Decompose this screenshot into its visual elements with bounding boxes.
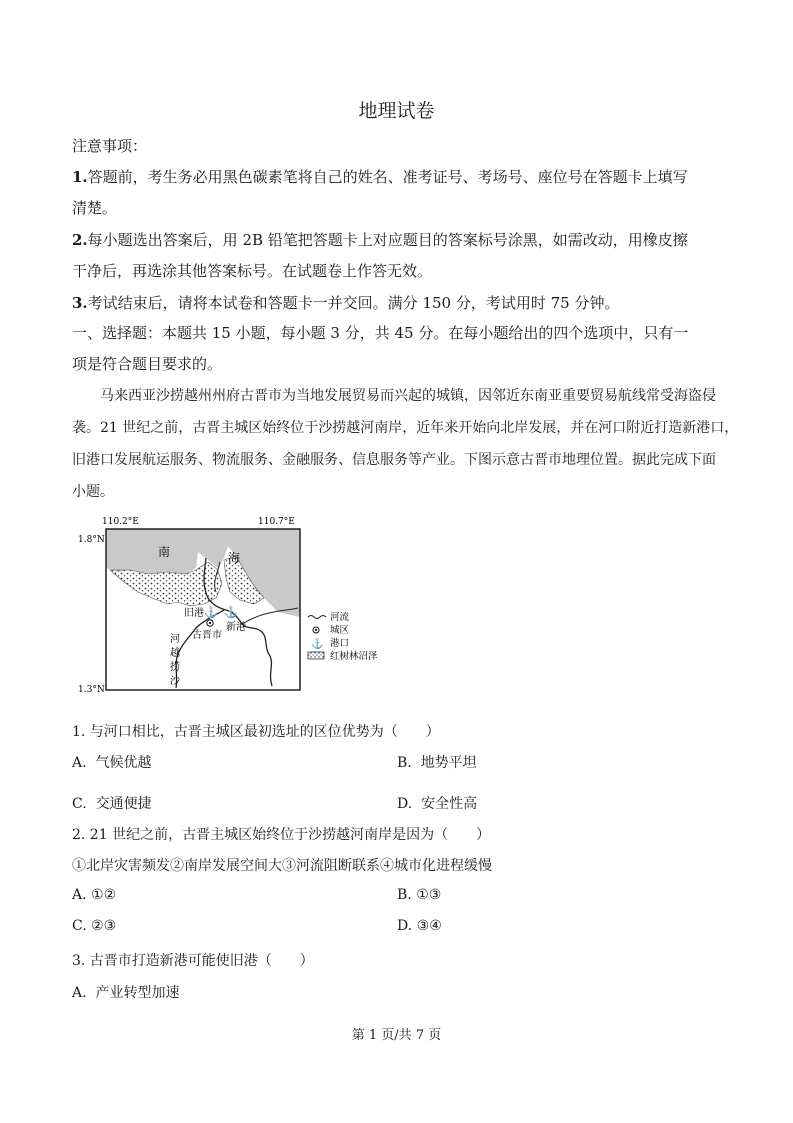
passage-line-1: 马来西亚沙捞越州州府古晋市为当地发展贸易而兴起的城镇，因邻近东南亚重要贸易航线常受海盗侵	[100, 388, 716, 404]
city-label: 古晋市	[192, 630, 222, 641]
option-letter: D.	[397, 796, 413, 812]
notice-text: 每小题选出答案后，用 2B 铅笔把答题卡上对应题目的答案标号涂黑，如需改动，用橡皮擦	[87, 231, 688, 249]
lat-top-label: 1.8°N	[78, 535, 105, 545]
legend-urban-dot	[315, 629, 317, 631]
section-heading-line-1: 一、选择题：本题共 15 小题，每小题 3 分，共 45 分。在每小题给出的四个选项中，只有一	[72, 324, 689, 342]
option-text: ①②	[91, 887, 117, 903]
option-letter: A.	[72, 755, 87, 771]
river-name-char-1: 河	[170, 634, 180, 645]
question-1-option-d[interactable]	[397, 793, 477, 813]
option-letter: B.	[397, 755, 412, 771]
lon-left-label: 110.2°E	[102, 517, 139, 527]
section-heading-line-2: 项是符合题目要求的。	[72, 355, 223, 373]
notice-number: 2.	[72, 231, 88, 249]
question-2-option-c[interactable]	[72, 918, 116, 934]
river-name-char-3: 捞	[170, 662, 180, 673]
notice-number: 3.	[72, 294, 88, 312]
question-2-stem: 2. 21 世纪之前，古晋主城区始终位于沙捞越河南岸是因为（ ）	[72, 827, 491, 843]
question-2-option-b[interactable]	[397, 887, 441, 903]
lat-bottom-label: 1.3°N	[78, 685, 105, 695]
option-text: 气候优越	[95, 755, 152, 771]
map-svg	[78, 512, 398, 702]
option-text: ③④	[416, 918, 442, 934]
legend-mangrove-icon	[308, 652, 324, 659]
question-2-option-d[interactable]	[397, 918, 442, 934]
page-footer: 第 1 页/共 7 页	[351, 1028, 442, 1043]
question-1-option-c[interactable]	[72, 793, 152, 813]
river-name-char-2: 越	[170, 648, 180, 659]
kuching-location-map	[78, 512, 398, 702]
legend-port-icon: ⚓	[311, 639, 324, 650]
legend-river-label: 河流	[330, 612, 350, 623]
lon-right-label: 110.7°E	[258, 517, 295, 527]
city-marker-dot	[209, 622, 211, 624]
notice-item-2-cont: 干净后，再选涂其他答案标号。在试题卷上作答无效。	[72, 262, 433, 280]
option-letter: B.	[397, 887, 412, 903]
new-port-anchor-icon: ⚓	[224, 606, 238, 619]
option-text: 产业转型加速	[95, 985, 180, 1001]
option-text: 交通便捷	[95, 796, 152, 812]
passage-line-3: 旧港口发展航运服务、物流服务、金融服务、信息服务等产业。下图示意古晋市地理位置。据此完成下面	[72, 452, 716, 468]
river-name-char-4: 沙	[170, 676, 180, 687]
option-letter: C.	[72, 918, 87, 934]
notice-text: 答题前，考生务必用黑色碳素笔将自己的姓名、准考证号、考场号、座位号在答题卡上填写	[87, 168, 688, 186]
notice-item-2	[72, 229, 688, 250]
question-1-option-a[interactable]	[72, 752, 151, 772]
option-text: ②③	[91, 918, 117, 934]
legend-river-icon	[308, 616, 326, 619]
question-2-option-a[interactable]	[72, 887, 116, 903]
question-2-statements: ①北岸灾害频发②南岸发展空间大③河流阻断联系④城市化进程缓慢	[72, 858, 492, 874]
notice-number: 1.	[72, 168, 88, 186]
option-letter: D.	[397, 918, 413, 934]
sea-label-sea: 海	[228, 551, 241, 565]
passage-line-4: 小题。	[72, 484, 114, 500]
option-letter: C.	[72, 796, 87, 812]
notice-item-1-cont: 清楚。	[72, 199, 118, 217]
option-letter: A.	[72, 985, 87, 1001]
option-letter: A.	[72, 887, 87, 903]
page-title: 地理试卷	[358, 100, 435, 122]
question-1-option-b[interactable]	[397, 752, 477, 772]
option-text: ①③	[416, 887, 442, 903]
legend-mangrove-label: 红树林沼泽	[330, 651, 378, 662]
notice-header: 注意事项：	[72, 137, 148, 155]
legend-urban-label: 城区	[330, 625, 350, 636]
river-west-branch	[176, 610, 224, 688]
new-port-label: 新港	[226, 622, 246, 633]
legend-port-label: 港口	[330, 638, 350, 649]
option-text: 安全性高	[421, 796, 478, 812]
notice-item-3	[72, 292, 619, 313]
question-1-stem: 1. 与河口相比，古晋主城区最初选址的区位优势为（ ）	[72, 724, 440, 740]
old-port-anchor-icon: ⚓	[204, 606, 218, 619]
option-text: 地势平坦	[420, 755, 477, 771]
question-3-stem: 3. 古晋市打造新港可能使旧港（ ）	[72, 953, 314, 969]
notice-text: 考试结束后，请将本试卷和答题卡一并交回。满分 150 分，考试用时 75 分钟。	[87, 294, 620, 312]
sea-label-south: 南	[158, 545, 171, 559]
notice-item-1	[72, 166, 688, 187]
question-3-option-a[interactable]	[72, 982, 179, 1002]
passage-line-2: 袭。21 世纪之前，古晋主城区始终位于沙捞越河南岸，近年来开始向北岸发展，并在河口附近打造新港口，	[72, 420, 739, 436]
old-port-label: 旧港	[184, 608, 204, 619]
